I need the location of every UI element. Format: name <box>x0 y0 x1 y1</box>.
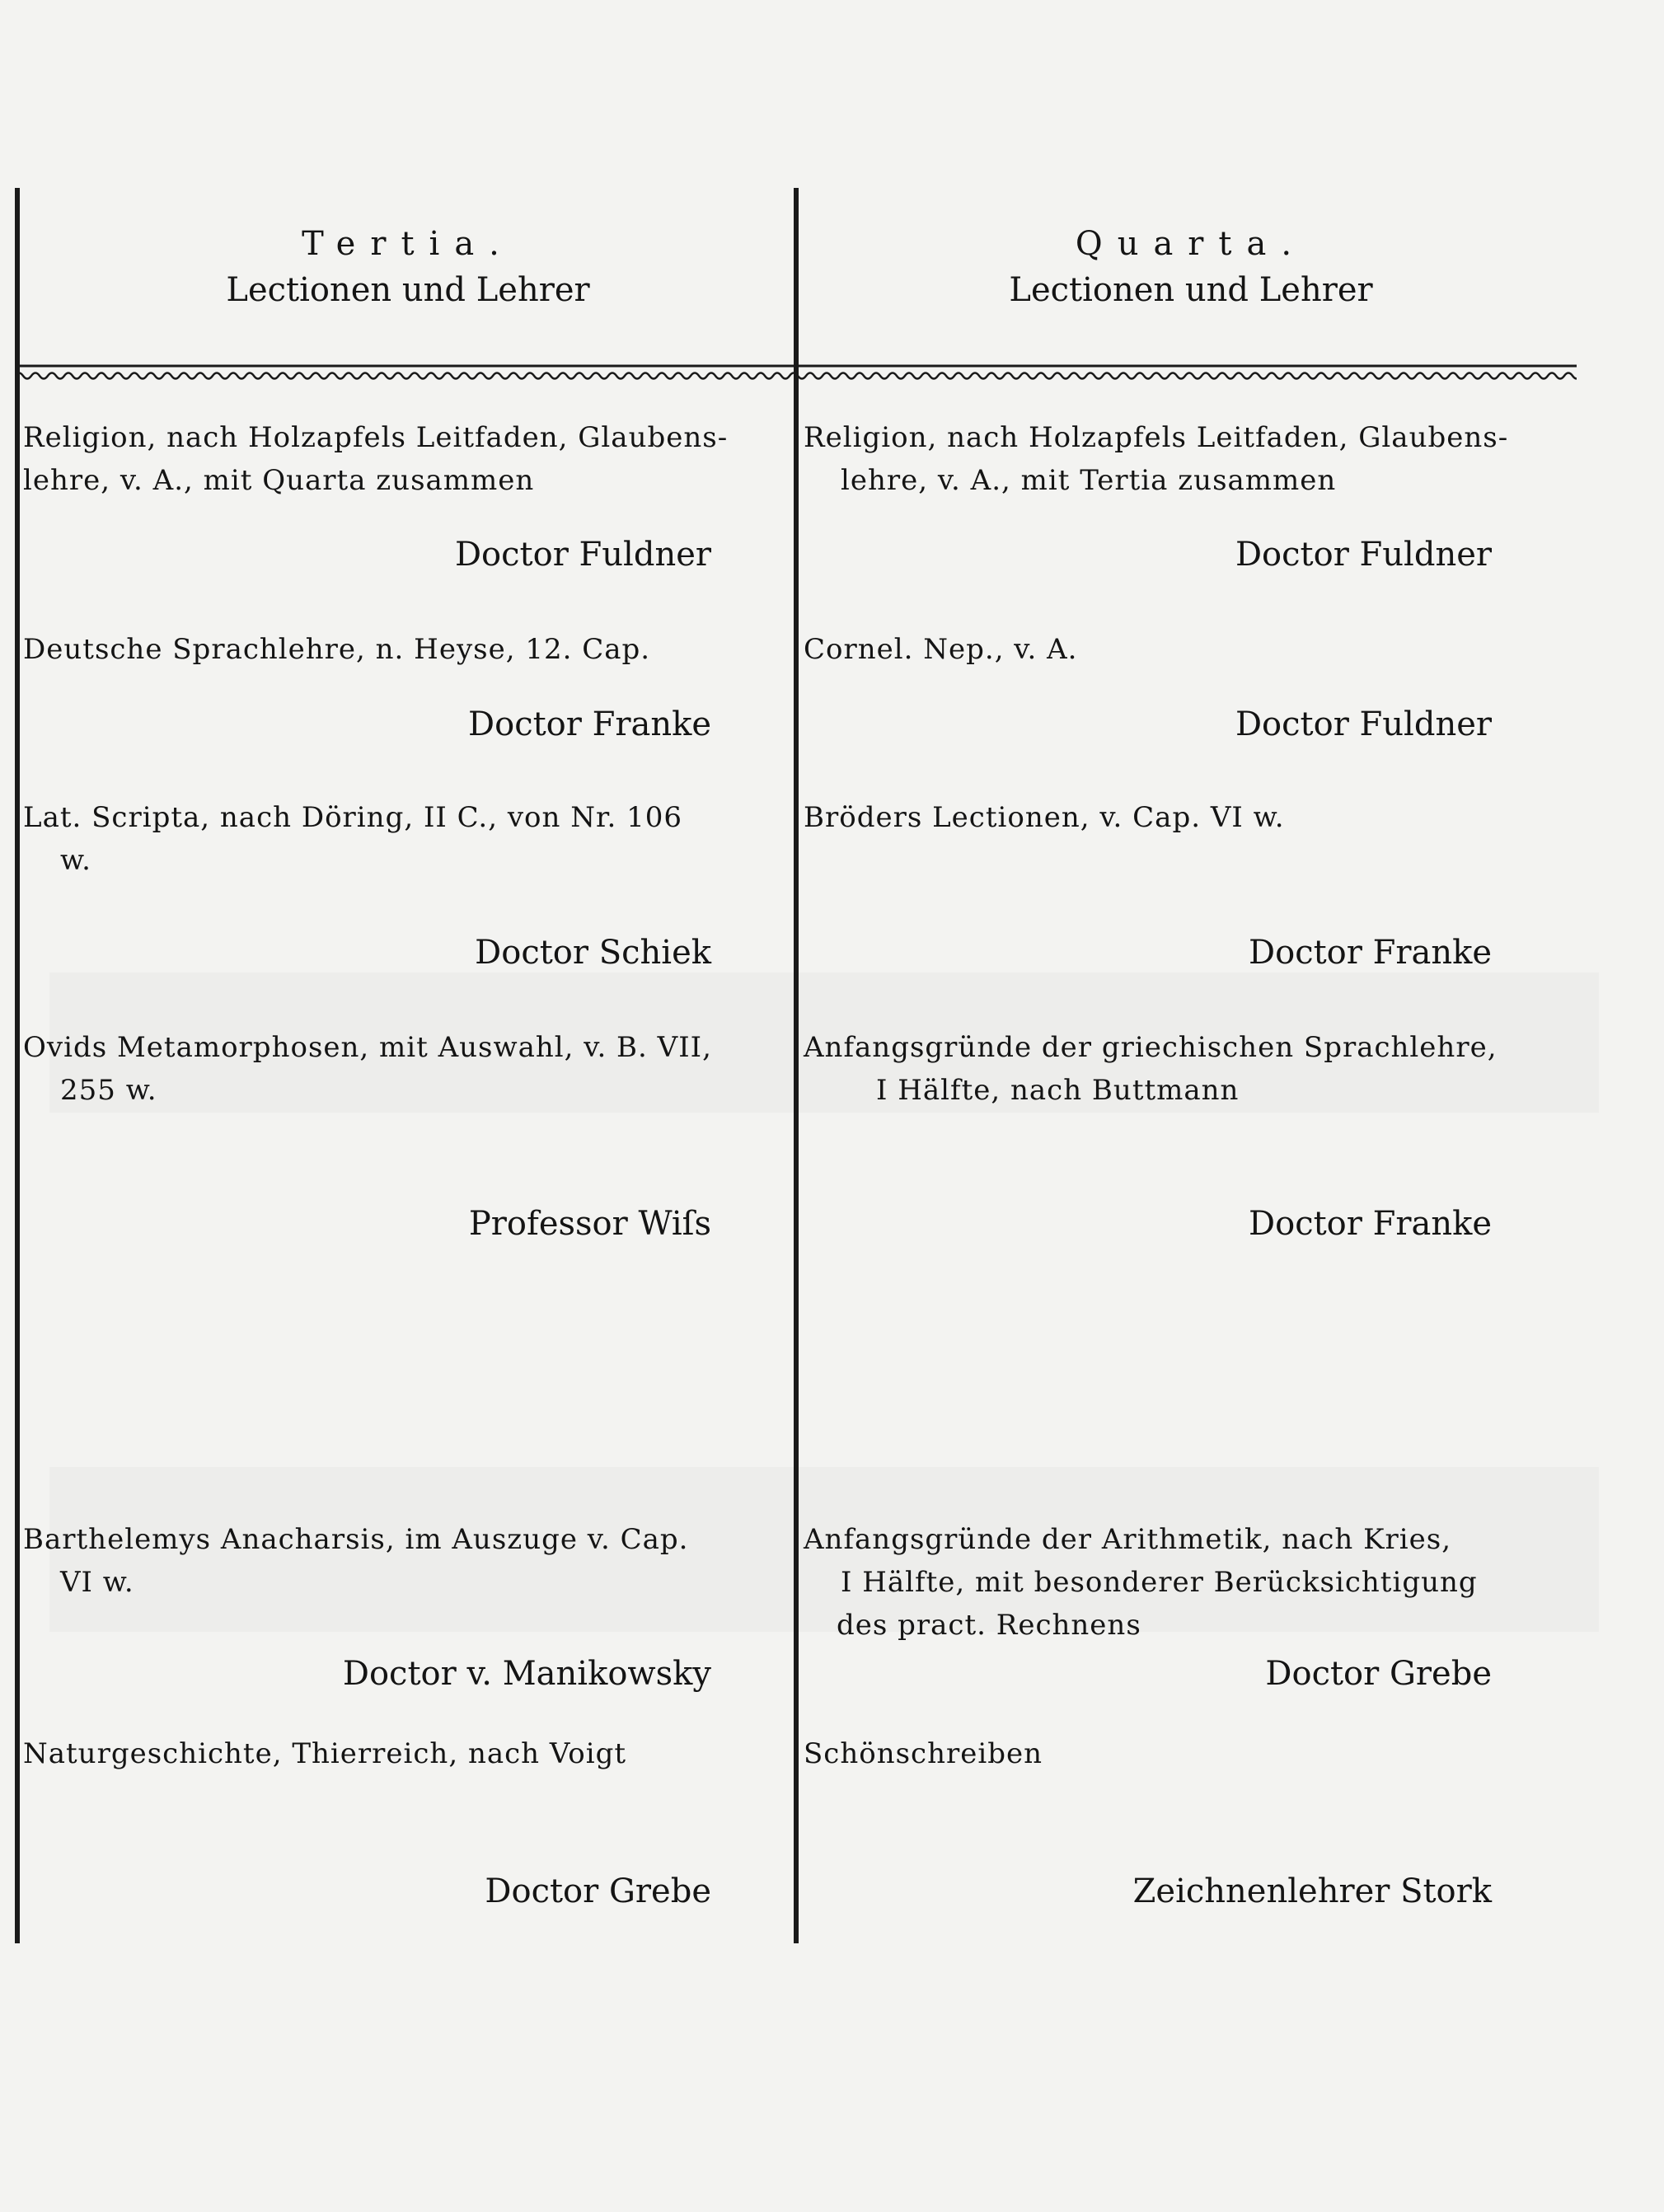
tertia-lesson-deutsch <box>23 628 781 671</box>
lesson-line: Religion, nach Holzapfels Leitfaden, Glaubens- <box>23 421 729 454</box>
quarta-subtitle: Lectionen und Lehrer <box>1009 271 1373 309</box>
tertia-teacher-latein: Doctor Schiek <box>475 934 711 972</box>
tertia-lesson-religion <box>23 416 781 502</box>
lesson-line: Cornel. Nep., v. A. <box>804 633 1078 666</box>
quarta-teacher-broeder: Doctor Franke <box>1249 934 1492 972</box>
quarta-lesson-religion <box>804 416 1574 502</box>
lesson-line: Naturgeschichte, Thierreich, nach Voigt <box>23 1737 627 1770</box>
left-column-rule <box>15 188 20 1943</box>
tertia-header <box>25 221 791 313</box>
lesson-line: Religion, nach Holzapfels Leitfaden, Glaubens- <box>804 421 1509 454</box>
lesson-line: I Hälfte, nach Buttmann <box>876 1074 1240 1107</box>
tertia-teacher-religion: Doctor Fuldner <box>454 536 711 574</box>
tertia-teacher-ovid: Professor Wiſs <box>468 1205 711 1243</box>
lesson-line: Lat. Scripta, nach Döring, II C., von Nr. 106 <box>23 801 683 834</box>
tertia-lesson-ovid <box>23 1026 781 1112</box>
quarta-teacher-schoenschreiben: Zeichnenlehrer Stork <box>1132 1872 1492 1910</box>
lesson-line: Deutsche Sprachlehre, n. Heyse, 12. Cap. <box>23 633 651 666</box>
tertia-teacher-anacharsis: Doctor v. Manikowsky <box>342 1655 711 1693</box>
quarta-lesson-broeder <box>804 796 1574 839</box>
tertia-teacher-deutsch: Doctor Franke <box>468 705 711 743</box>
wavy-divider <box>15 363 1577 382</box>
quarta-lesson-nepos <box>804 628 1574 671</box>
quarta-header <box>804 221 1578 313</box>
tertia-subtitle: Lectionen und Lehrer <box>226 271 590 309</box>
lesson-line: Ovids Metamorphosen, mit Auswahl, v. B. VII, <box>23 1031 712 1064</box>
tertia-title: Tertia. <box>302 225 514 263</box>
quarta-lesson-arithmetik <box>804 1518 1574 1647</box>
lesson-line: lehre, v. A., mit Tertia zusammen <box>841 464 1337 497</box>
quarta-teacher-arithmetik: Doctor Grebe <box>1265 1655 1492 1693</box>
lesson-line: I Hälfte, mit besonderer Berücksichtigung <box>841 1566 1478 1599</box>
lesson-line: Bröders Lectionen, v. Cap. VI w. <box>804 801 1285 834</box>
tertia-lesson-latein <box>23 796 781 882</box>
lesson-line: Barthelemys Anacharsis, im Auszuge v. Cap. <box>23 1523 689 1556</box>
quarta-teacher-nepos: Doctor Fuldner <box>1235 705 1492 743</box>
quarta-teacher-griechisch: Doctor Franke <box>1249 1205 1492 1243</box>
lesson-line: Schönschreiben <box>804 1737 1043 1770</box>
quarta-title: Quarta. <box>1075 225 1307 263</box>
quarta-teacher-religion: Doctor Fuldner <box>1235 536 1492 574</box>
lesson-line: lehre, v. A., mit Quarta zusammen <box>23 464 535 497</box>
lesson-line: Anfangsgründe der griechischen Sprachlehre, <box>804 1031 1498 1064</box>
center-column-rule <box>794 188 799 1943</box>
lesson-line: 255 w. <box>60 1074 157 1107</box>
tertia-lesson-natur <box>23 1732 781 1775</box>
tertia-teacher-natur: Doctor Grebe <box>485 1872 711 1910</box>
quarta-lesson-griechisch <box>804 1026 1574 1112</box>
lesson-line: w. <box>60 844 91 877</box>
quarta-lesson-schoenschreiben <box>804 1732 1574 1775</box>
tertia-lesson-anacharsis <box>23 1518 781 1604</box>
lesson-line: des pract. Rechnens <box>837 1609 1141 1642</box>
lesson-line: VI w. <box>60 1566 134 1599</box>
lesson-line: Anfangsgründe der Arithmetik, nach Kries, <box>804 1523 1452 1556</box>
